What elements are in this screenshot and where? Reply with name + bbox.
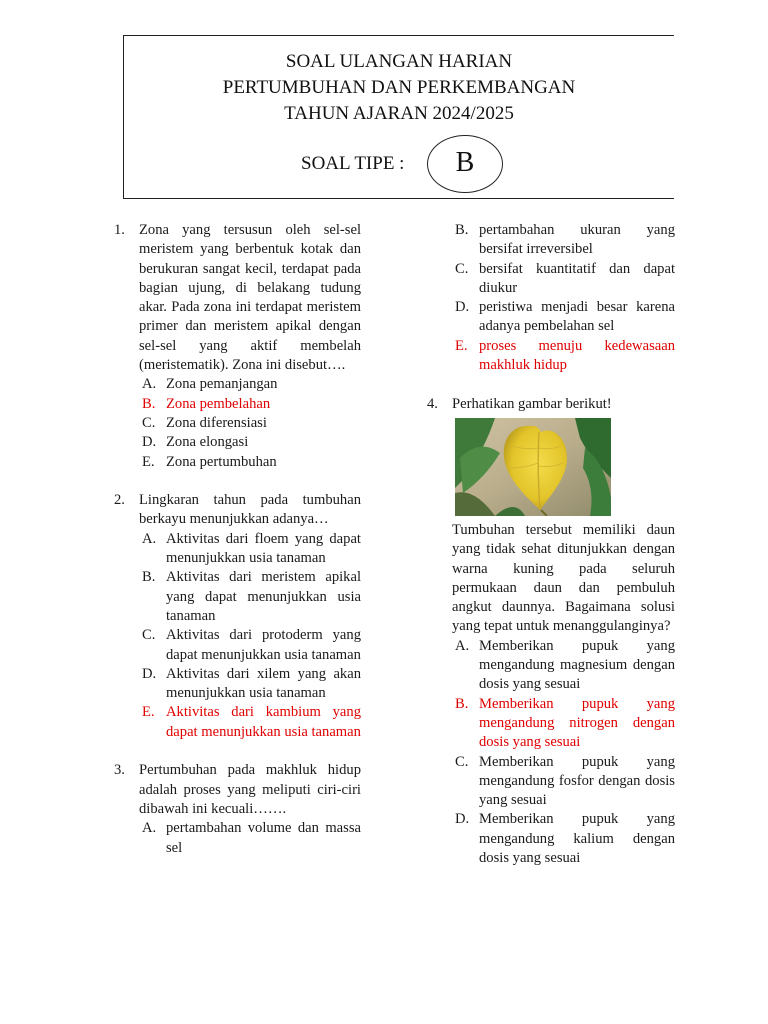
left-column (114, 221, 361, 858)
option-letter: D. (455, 811, 470, 828)
question-text: Pertumbuhan pada makhluk hidup adalah proses yang meliputi ciri-ciri dibawah ini kecuali……. (139, 762, 361, 817)
soal-tipe-circle: B (427, 135, 503, 193)
option-list (139, 530, 361, 742)
option-c (452, 260, 675, 299)
option-text: Memberikan pupuk yang mengandung magnesium dengan dosis yang sesuai (479, 637, 675, 693)
option-letter: A. (142, 530, 157, 547)
option-text: Zona elongasi (166, 434, 249, 451)
option-text: peristiwa menjadi besar karena adanya pembelahan sel (479, 299, 675, 335)
option-a (139, 819, 361, 858)
option-list (452, 221, 675, 375)
option-text: Zona pembelahan (166, 395, 271, 412)
plant-image (455, 418, 611, 516)
question-3-continued (427, 221, 675, 375)
option-c (139, 414, 361, 433)
option-letter: D. (142, 434, 157, 451)
exam-title: SOAL ULANGAN HARIAN (285, 51, 513, 72)
spacer (114, 742, 361, 761)
option-e-correct (139, 703, 361, 742)
option-d (452, 298, 675, 337)
option-letter: A. (455, 637, 470, 654)
option-d (139, 433, 361, 452)
spacer (114, 472, 361, 491)
question-number: 4. (427, 395, 438, 412)
option-c (139, 626, 361, 665)
option-text: proses menuju kedewasaan makhluk hidup (479, 337, 675, 374)
option-letter: D. (142, 665, 157, 682)
exam-header (123, 35, 674, 199)
option-letter: E. (455, 337, 468, 354)
question-2 (114, 491, 361, 742)
soal-tipe-label: SOAL TIPE : (301, 153, 405, 174)
option-letter: B. (142, 569, 156, 586)
option-text: Memberikan pupuk yang mengandung fosfor dengan dosis yang sesuai (479, 753, 675, 809)
option-text: Aktivitas dari xilem yang akan menunjukkan usia tanaman (166, 665, 361, 702)
option-text: Aktivitas dari floem yang dapat menunjukkan usia tanaman (166, 530, 361, 567)
option-text: Zona pertumbuhan (166, 453, 277, 470)
option-text: Aktivitas dari protoderm yang dapat menunjukkan usia tanaman (166, 627, 361, 663)
option-a (139, 530, 361, 569)
option-text: bersifat kuantitatif dan dapat diukur (479, 260, 675, 296)
option-list (452, 637, 675, 869)
option-letter: D. (455, 299, 470, 316)
question-number: 1. (114, 222, 125, 238)
option-list (139, 819, 361, 858)
question-number: 3. (114, 762, 125, 779)
question-4 (427, 395, 675, 869)
option-letter: C. (142, 627, 156, 644)
option-d (452, 810, 675, 868)
option-letter: B. (455, 695, 469, 712)
question-text: Lingkaran tahun pada tumbuhan berkayu menunjukkan adanya… (139, 492, 361, 528)
option-b-correct (139, 395, 361, 414)
option-a (139, 375, 361, 394)
option-text: Zona diferensiasi (166, 414, 267, 431)
option-e (139, 453, 361, 472)
exam-year: TAHUN AJARAN 2024/2025 (284, 103, 514, 124)
option-text: Memberikan pupuk yang mengandung kalium dengan dosis yang sesuai (479, 811, 675, 867)
option-letter: A. (142, 820, 157, 837)
spacer (427, 375, 675, 394)
option-b (139, 568, 361, 626)
option-letter: E. (142, 453, 155, 470)
option-b-correct (452, 695, 675, 753)
option-letter: B. (455, 222, 469, 238)
option-d (139, 665, 361, 704)
question-description: Tumbuhan tersebut memiliki daun yang tidak sehat ditunjukkan dengan warna kuning pada seluruh permukaan daun dan pembuluh angkut daunnya. Bagaimana solusi yang tepat untuk menanggulanginya? (452, 521, 675, 635)
option-text: Aktivitas dari meristem apikal yang dapat menunjukkan usia tanaman (166, 569, 361, 624)
option-text: Zona pemanjangan (166, 376, 278, 393)
option-text: Aktivitas dari kambium yang dapat menunjukkan usia tanaman (166, 704, 361, 740)
question-1 (114, 221, 361, 472)
option-b (452, 221, 675, 260)
question-number: 2. (114, 492, 125, 509)
option-letter: E. (142, 704, 155, 721)
question-3 (114, 761, 361, 857)
exam-subject: PERTUMBUHAN DAN PERKEMBANGAN (222, 77, 576, 98)
option-text: Memberikan pupuk yang mengandung nitrogen dengan dosis yang sesuai (479, 695, 675, 751)
right-column (427, 221, 675, 868)
option-a (452, 637, 675, 695)
option-c (452, 753, 675, 811)
option-text: pertambahan ukuran yang bersifat irreversibel (479, 222, 675, 258)
option-letter: C. (455, 753, 469, 770)
option-letter: A. (142, 376, 157, 393)
option-list (139, 375, 361, 471)
option-e-correct (452, 337, 675, 376)
question-text: Perhatikan gambar berikut! (452, 395, 612, 412)
yellow-leaf-illustration (455, 418, 611, 516)
option-letter: C. (455, 260, 469, 277)
question-text: Zona yang tersusun oleh sel-sel meristem yang berbentuk kotak dan berukuran sangat kecil, terdapat pada bagian ujung, di belakang tudung akar. Pada zona ini terdapat meristem primer dan meristem apikal dengan sel-sel yang aktif membelah (meristematik). Zona ini disebut…. (139, 222, 361, 374)
option-text: pertambahan volume dan massa sel (166, 820, 361, 856)
option-letter: B. (142, 395, 156, 412)
option-letter: C. (142, 414, 156, 431)
